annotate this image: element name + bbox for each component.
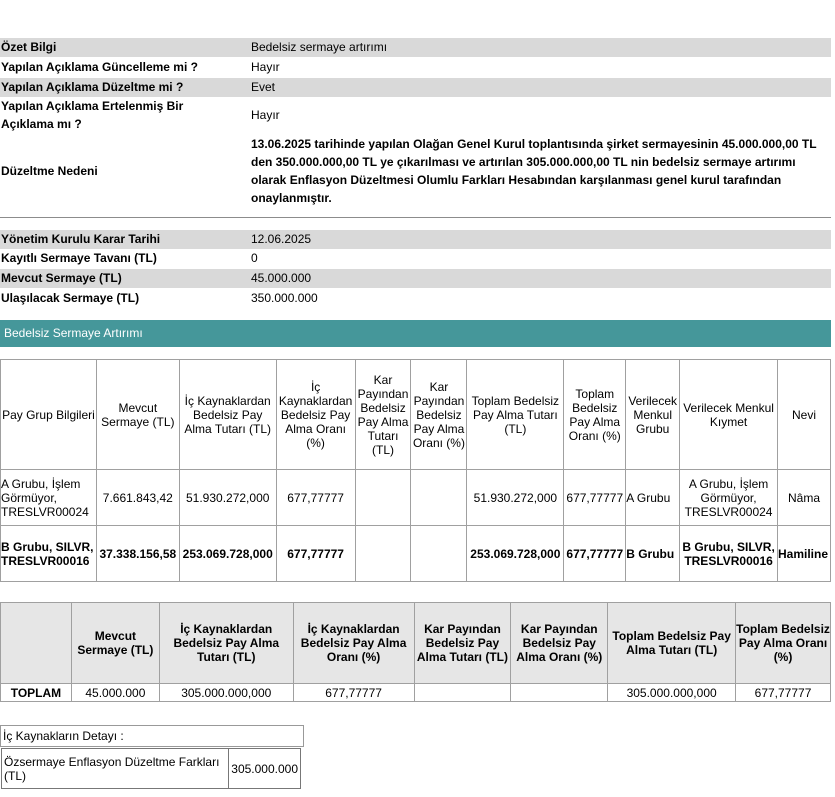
table-row [2, 749, 301, 789]
ertelenmis-row [0, 97, 831, 135]
ozet-row [0, 38, 831, 57]
header-cell: İç Kaynaklardan Bedelsiz Pay Alma Tutarı (TL) [179, 360, 276, 470]
ulasilacak-label: Ulaşılacak Sermaye (TL) [1, 291, 140, 305]
cell: Nâma [777, 470, 830, 526]
kayitli-value: 0 [251, 251, 258, 265]
cell: 51.930.272,000 [179, 470, 276, 526]
cell: A Grubu, İşlem Görmüyor, TRESLVR00024 [1, 470, 97, 526]
ulasilacak-value: 350.000.000 [251, 291, 318, 305]
total-table [0, 602, 831, 702]
header-cell: İç Kaynaklardan Bedelsiz Pay Alma Oranı (%) [293, 603, 414, 684]
cell: B Grubu, SILVR, TRESLVR00016 [680, 526, 778, 582]
header-cell: Kar Payından Bedelsiz Pay Alma Tutarı (TL) [414, 603, 511, 684]
mevcut-label: Mevcut Sermaye (TL) [1, 271, 122, 285]
total-row [1, 684, 831, 702]
header-cell: Mevcut Sermaye (TL) [96, 360, 179, 470]
header-cell: Nevi [777, 360, 830, 470]
cell [511, 684, 608, 702]
cell: B Grubu, SILVR, TRESLVR00016 [1, 526, 97, 582]
table-row [1, 470, 831, 526]
header-cell: Toplam Bedelsiz Pay Alma Tutarı (TL) [608, 603, 736, 684]
cell: B Grubu [626, 526, 680, 582]
cell: 677,77777 [736, 684, 831, 702]
section-banner: Bedelsiz Sermaye Artırımı [0, 320, 831, 347]
neden-value: 13.06.2025 tarihinde yapılan Olağan Genel Kurul toplantısında şirket sermayesinin 45.000.000,00 TL den 350.000.000,00 TL ye çıkarılması ve artırılan 305.000.000,00 TL nin bedelsiz sermaye artırımı olarak Enflasyon Düzeltmesi Olumlu Farkları Hesabından karşılanması genel kurul tarafından onaylanmıştır. [251, 137, 817, 205]
guncelleme-row [0, 58, 831, 77]
group-table [0, 359, 831, 582]
header-cell: İç Kaynaklardan Bedelsiz Pay Alma Oranı (%) [276, 360, 355, 470]
header-cell: Kar Payından Bedelsiz Pay Alma Oranı (%) [411, 360, 467, 470]
karar-tarihi-value: 12.06.2025 [251, 232, 312, 246]
cell [355, 526, 411, 582]
cell [411, 470, 467, 526]
header-cell [1, 603, 72, 684]
header-cell: Pay Grup Bilgileri [1, 360, 97, 470]
guncelleme-value: Hayır [251, 60, 280, 74]
cell: 677,77777 [564, 526, 626, 582]
cell [411, 526, 467, 582]
cell: 45.000.000 [71, 684, 159, 702]
kayitli-row [0, 249, 831, 268]
divider [0, 217, 831, 218]
header-cell: Toplam Bedelsiz Pay Alma Oranı (%) [564, 360, 626, 470]
header-cell: Mevcut Sermaye (TL) [71, 603, 159, 684]
header-cell: Toplam Bedelsiz Pay Alma Tutarı (TL) [467, 360, 564, 470]
ozet-value: Bedelsiz sermaye artırımı [251, 40, 388, 54]
cell: A Grubu [626, 470, 680, 526]
ozet-label: Özet Bilgi [1, 40, 57, 54]
kayitli-label: Kayıtlı Sermaye Tavanı (TL) [1, 251, 157, 265]
cell: 7.661.843,42 [96, 470, 179, 526]
neden-label: Düzeltme Nedeni [1, 164, 98, 178]
header-cell: Toplam Bedelsiz Pay Alma Oranı (%) [736, 603, 831, 684]
cell: 305.000.000,000 [608, 684, 736, 702]
cell: 677,77777 [276, 526, 355, 582]
cell: 253.069.728,000 [467, 526, 564, 582]
mevcut-row [0, 269, 831, 288]
ulasilacak-row [0, 289, 831, 308]
cell [355, 470, 411, 526]
cell: 677,77777 [293, 684, 414, 702]
guncelleme-label: Yapılan Açıklama Güncelleme mi ? [1, 60, 198, 74]
header-cell: Kar Payından Bedelsiz Pay Alma Oranı (%) [511, 603, 608, 684]
karar-tarihi-row [0, 230, 831, 249]
duzeltme-row [0, 78, 831, 97]
ertelenmis-label: Yapılan Açıklama Ertelenmiş Bir Açıklama mı ? [1, 99, 184, 131]
sources-box [0, 725, 304, 747]
sources-value: 305.000.000 [229, 749, 301, 789]
cell: 677,77777 [276, 470, 355, 526]
cell: 677,77777 [564, 470, 626, 526]
cell: 37.338.156,58 [96, 526, 179, 582]
ertelenmis-value: Hayır [251, 108, 280, 122]
header-cell: Verilecek Menkul Kıymet [680, 360, 778, 470]
total-table-header [1, 603, 831, 684]
cell: Hamiline [777, 526, 830, 582]
karar-tarihi-label: Yönetim Kurulu Karar Tarihi [1, 232, 161, 246]
mevcut-value: 45.000.000 [251, 271, 312, 285]
cell: 253.069.728,000 [179, 526, 276, 582]
header-cell: Kar Payından Bedelsiz Pay Alma Tutarı (TL) [355, 360, 411, 470]
duzeltme-label: Yapılan Açıklama Düzeltme mi ? [1, 80, 184, 94]
sources-label: Özsermaye Enflasyon Düzeltme Farkları (TL) [2, 749, 229, 789]
header-cell: Verilecek Menkul Grubu [626, 360, 680, 470]
cell [414, 684, 511, 702]
duzeltme-value: Evet [251, 80, 276, 94]
neden-row [0, 135, 831, 210]
header-cell: İç Kaynaklardan Bedelsiz Pay Alma Tutarı (TL) [159, 603, 293, 684]
cell: A Grubu, İşlem Görmüyor, TRESLVR00024 [680, 470, 778, 526]
total-label: TOPLAM [1, 684, 72, 702]
group-table-header [1, 360, 831, 470]
sources-title: İç Kaynakların Detayı : [3, 729, 124, 743]
cell: 305.000.000,000 [159, 684, 293, 702]
sources-table [1, 748, 301, 789]
table-row [1, 526, 831, 582]
cell: 51.930.272,000 [467, 470, 564, 526]
